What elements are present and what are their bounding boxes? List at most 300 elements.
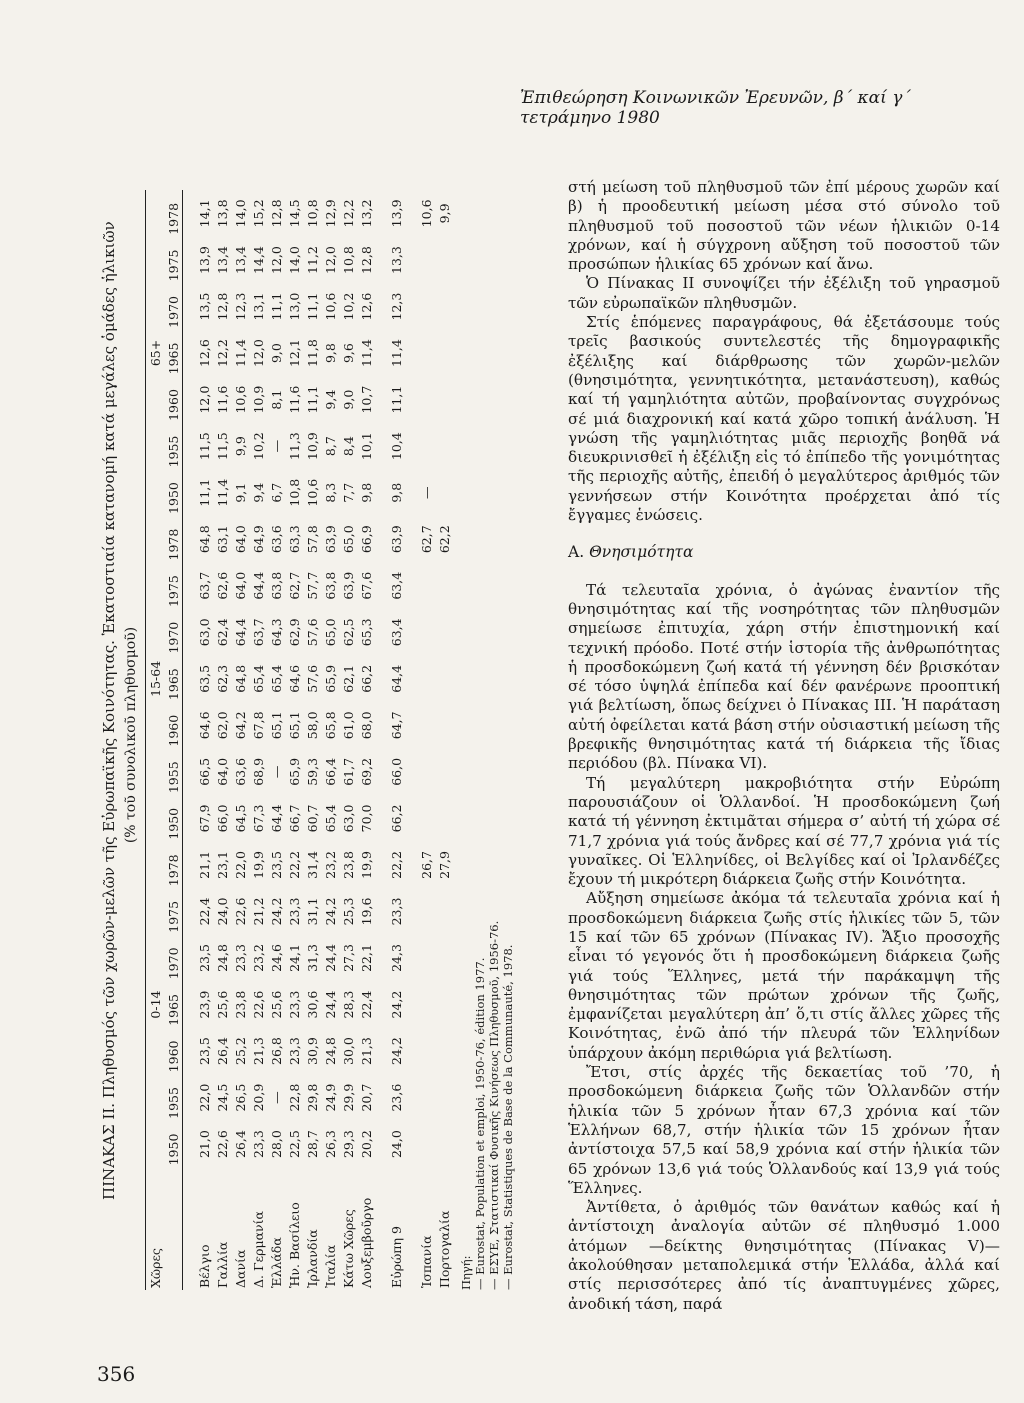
value-cell bbox=[435, 795, 453, 842]
value-cell: 65,9 bbox=[322, 664, 338, 693]
value-cell: 12,0 bbox=[322, 246, 338, 274]
value-cell: 26,4 bbox=[214, 1037, 230, 1065]
value-cell: 26,5 bbox=[232, 1083, 248, 1112]
value-cell: 23,6 bbox=[388, 1083, 404, 1112]
value-cell: 15,2 bbox=[250, 199, 266, 228]
value-cell bbox=[417, 423, 435, 470]
value-cell: 64,9 bbox=[250, 525, 266, 554]
country-cell: Πορτογαλία bbox=[436, 1210, 452, 1288]
value-cell: 9,9 bbox=[436, 203, 452, 224]
paragraph: Αὔξηση σημείωσε ἀκόμα τά τελευταῖα χρόνια καί ἡ προσδοκώμενη διάρκεια ζωῆς στίς ἡλικίες τῶν 5, τῶν 15 καί τῶν 65 χρόνων (Πίνακας IV). Ἄξιο προσοχῆς εἶναι τό γεγονός ὅτι ἡ προσδοκώμενη διάρκεια ζωῆς γιά τούς Ἕλληνες, μετά τήν παράκαμψη τῆς θνησιμότητας τῶν πρώτων χρόνων τῆς ζωῆς, ἐμφανίζεται μεγαλύτερη ἀπ’ ὅ,τι στίς ἄλλες χῶρες τῆς Κοινότητας, ἐνῶ ἀπό τήν πλευρά τῶν Ἑλληνίδων ὑπάρχουν ἀκόμη περιθώρια γιά βελτίωση. bbox=[568, 889, 1000, 1062]
value-cell: 64,4 bbox=[388, 664, 404, 693]
table-row bbox=[213, 190, 231, 1290]
value-cell: 13,4 bbox=[232, 246, 248, 274]
value-cell bbox=[417, 237, 435, 284]
source-line: — Eurostat, Population et emploi, 1950-76, édition 1977. bbox=[473, 957, 487, 1290]
value-cell: 24,5 bbox=[214, 1083, 230, 1112]
value-cell: 10,8 bbox=[340, 246, 356, 274]
value-cell: 21,1 bbox=[196, 851, 212, 879]
value-cell: 63,9 bbox=[322, 525, 338, 554]
value-cell: 67,6 bbox=[358, 571, 374, 600]
value-cell: 12,9 bbox=[322, 199, 338, 228]
value-cell: 23,3 bbox=[286, 897, 302, 926]
value-cell: 63,0 bbox=[340, 804, 356, 833]
value-cell: 9,8 bbox=[358, 482, 374, 503]
value-cell: 12,8 bbox=[358, 246, 374, 274]
year-header: 1950 bbox=[164, 795, 183, 842]
value-cell: 22,1 bbox=[358, 944, 374, 972]
value-cell: 8,1 bbox=[268, 389, 284, 410]
value-cell: 12,8 bbox=[268, 199, 284, 228]
value-cell: 65,0 bbox=[322, 618, 338, 647]
value-cell: 11,1 bbox=[388, 385, 404, 414]
value-cell: 64,6 bbox=[196, 711, 212, 740]
value-cell: 68,9 bbox=[250, 757, 266, 786]
paragraph: Τή μεγαλύτερη μακροβιότητα στήν Εὐρώπη παρουσιάζουν οἱ Ὁλλανδοί. Ἡ προσδοκώμενη ζωή κατά τή γέννηση ἐκτιμᾶται σήμερα σ’ αὐτή τή χώρα σέ 71,7 χρόνια γιά τούς ἄνδρες καί σέ 77,7 χρόνια γιά τίς γυναῖκες. Οἱ Ἑλληνίδες, οἱ Βελγίδες καί οἱ Ἰρλανδέζες ἔχουν τή μικρότερη διάρκεια ζωῆς στήν Κοινότητα. bbox=[568, 773, 1000, 889]
value-cell: — bbox=[268, 439, 284, 453]
value-cell: 8,7 bbox=[322, 436, 338, 457]
value-cell: 65,9 bbox=[286, 757, 302, 786]
value-cell: 30,9 bbox=[304, 1037, 320, 1065]
section-heading bbox=[568, 543, 1000, 562]
value-cell: 24,2 bbox=[322, 897, 338, 926]
value-cell: 23,5 bbox=[196, 944, 212, 972]
column-header-country: Χῶρες bbox=[146, 1167, 165, 1290]
value-cell: 61,7 bbox=[340, 757, 356, 786]
value-cell: 29,8 bbox=[304, 1083, 320, 1112]
source-line: — Eurostat, Statistiques de Base de la Communauté, 1978. bbox=[501, 944, 515, 1290]
value-cell bbox=[435, 1121, 453, 1168]
value-cell: 66,5 bbox=[196, 757, 212, 786]
value-cell: 65,8 bbox=[322, 711, 338, 740]
value-cell: 27,3 bbox=[340, 944, 356, 972]
value-cell: 68,0 bbox=[358, 711, 374, 740]
year-header: 1970 bbox=[164, 935, 183, 982]
value-cell: 64,4 bbox=[232, 618, 248, 647]
year-header: 1978 bbox=[164, 516, 183, 563]
year-header: 1955 bbox=[164, 423, 183, 470]
table-row bbox=[357, 190, 375, 1290]
value-cell: — bbox=[418, 486, 434, 499]
country-cell: Ἡν. Βασίλειο bbox=[286, 1202, 302, 1288]
value-cell: 26,4 bbox=[232, 1130, 248, 1159]
value-cell: 11,6 bbox=[286, 385, 302, 414]
value-cell: 69,2 bbox=[358, 757, 374, 786]
value-cell: 19,9 bbox=[358, 851, 374, 879]
value-cell: 11,2 bbox=[304, 246, 320, 274]
source-line: — ΕΣΥΕ, Στατιστικαί Φυσικῆς Κινήσεως Πληθυσμοῦ, 1956-76. bbox=[487, 920, 501, 1290]
value-cell: 13,0 bbox=[286, 292, 302, 321]
value-cell: 28,3 bbox=[340, 990, 356, 1019]
table-row bbox=[303, 190, 321, 1290]
value-cell: 24,4 bbox=[322, 944, 338, 972]
value-cell bbox=[417, 702, 435, 749]
group-header-65-plus: 65+ bbox=[146, 190, 165, 516]
year-header: 1955 bbox=[164, 749, 183, 796]
country-cell: Βέλγιο bbox=[196, 1244, 212, 1288]
value-cell: 12,0 bbox=[268, 246, 284, 274]
value-cell: 13,9 bbox=[196, 246, 212, 274]
value-cell bbox=[435, 702, 453, 749]
value-cell bbox=[435, 469, 453, 516]
table-ii bbox=[100, 180, 515, 1290]
value-cell bbox=[435, 330, 453, 377]
value-cell: 11,4 bbox=[358, 339, 374, 368]
year-header: 1975 bbox=[164, 237, 183, 284]
table-row bbox=[339, 190, 357, 1290]
value-cell: 20,9 bbox=[250, 1083, 266, 1112]
country-cell: Λουξεμβοῦργο bbox=[358, 1197, 374, 1288]
value-cell: 14,0 bbox=[286, 246, 302, 274]
value-cell: 28,0 bbox=[268, 1130, 284, 1159]
value-cell: 23,8 bbox=[340, 851, 356, 879]
value-cell: 10,9 bbox=[304, 432, 320, 461]
value-cell: 10,6 bbox=[304, 478, 320, 507]
value-cell: 21,3 bbox=[250, 1037, 266, 1065]
country-cell: Ἰταλία bbox=[322, 1244, 338, 1288]
country-cell: Εὐρώπη 9 bbox=[388, 1226, 404, 1288]
year-header: 1960 bbox=[164, 702, 183, 749]
value-cell bbox=[435, 283, 453, 330]
value-cell: 11,3 bbox=[286, 432, 302, 461]
value-cell: 10,6 bbox=[418, 199, 434, 228]
value-cell: 14,1 bbox=[196, 199, 212, 228]
value-cell: 60,7 bbox=[304, 804, 320, 833]
paragraph: Ὁ Πίνακας ΙΙ συνοψίζει τήν ἐξέλιξη τοῦ γηρασμοῦ τῶν εὐρωπαϊκῶν πληθυσμῶν. bbox=[568, 274, 1000, 312]
value-cell: 13,2 bbox=[358, 199, 374, 228]
section-letter: Α. bbox=[568, 543, 585, 562]
value-cell: 64,5 bbox=[232, 804, 248, 833]
year-header: 1950 bbox=[164, 1121, 183, 1168]
value-cell: 11,1 bbox=[196, 478, 212, 507]
value-cell bbox=[417, 562, 435, 609]
value-cell: 22,2 bbox=[286, 851, 302, 879]
value-cell bbox=[417, 981, 435, 1028]
population-table bbox=[145, 190, 453, 1290]
group-header-0-14: 0-14 bbox=[146, 842, 165, 1168]
value-cell: 9,4 bbox=[322, 389, 338, 410]
value-cell: — bbox=[268, 1091, 284, 1104]
value-cell: 64,0 bbox=[232, 571, 248, 600]
year-header: 1960 bbox=[164, 376, 183, 423]
value-cell: 63,7 bbox=[196, 571, 212, 600]
value-cell: 13,4 bbox=[214, 246, 230, 274]
value-cell: 62,3 bbox=[214, 664, 230, 693]
value-cell: 13,3 bbox=[388, 246, 404, 274]
value-cell: 65,4 bbox=[250, 664, 266, 693]
value-cell: 10,8 bbox=[304, 199, 320, 228]
value-cell: 67,3 bbox=[250, 804, 266, 833]
value-cell: 21,2 bbox=[250, 897, 266, 926]
value-cell: 63,6 bbox=[232, 757, 248, 786]
value-cell: 62,4 bbox=[214, 618, 230, 647]
value-cell: 6,7 bbox=[268, 482, 284, 503]
value-cell: 23,1 bbox=[214, 851, 230, 879]
value-cell: 20,2 bbox=[358, 1130, 374, 1159]
value-cell: 10,7 bbox=[358, 385, 374, 414]
value-cell: 12,2 bbox=[214, 339, 230, 368]
value-cell: 9,4 bbox=[250, 482, 266, 503]
value-cell: 62,0 bbox=[214, 711, 230, 740]
value-cell: 22,6 bbox=[250, 990, 266, 1019]
table-row bbox=[321, 190, 339, 1290]
value-cell: 63,8 bbox=[322, 571, 338, 600]
year-header: 1960 bbox=[164, 1028, 183, 1075]
value-cell: 9,9 bbox=[232, 436, 248, 457]
value-cell: 65,1 bbox=[286, 711, 302, 740]
value-cell: 57,7 bbox=[304, 571, 320, 600]
row-spacer bbox=[375, 190, 387, 1290]
value-cell: 11,6 bbox=[214, 385, 230, 414]
value-cell: 63,8 bbox=[268, 571, 284, 600]
year-header: 1950 bbox=[164, 469, 183, 516]
value-cell: 10,2 bbox=[340, 292, 356, 321]
value-cell: 67,8 bbox=[250, 711, 266, 740]
page-number: 356 bbox=[97, 1362, 136, 1386]
value-cell: 23,3 bbox=[250, 1130, 266, 1159]
value-cell bbox=[435, 981, 453, 1028]
section-title: Θνησιμότητα bbox=[589, 543, 694, 562]
value-cell: 11,8 bbox=[304, 339, 320, 368]
value-cell: 12,1 bbox=[286, 339, 302, 368]
value-cell: 62,6 bbox=[214, 571, 230, 600]
value-cell: 11,4 bbox=[214, 478, 230, 507]
value-cell: 66,2 bbox=[388, 804, 404, 833]
value-cell: 11,5 bbox=[214, 432, 230, 461]
value-cell: 10,8 bbox=[286, 478, 302, 507]
value-cell: 10,6 bbox=[232, 385, 248, 414]
value-cell: 63,5 bbox=[196, 664, 212, 693]
value-cell bbox=[435, 935, 453, 982]
value-cell: 14,4 bbox=[250, 246, 266, 274]
value-cell: 63,9 bbox=[388, 525, 404, 554]
value-cell: 24,0 bbox=[214, 897, 230, 926]
year-header: 1955 bbox=[164, 1074, 183, 1121]
value-cell: 65,4 bbox=[268, 664, 284, 693]
year-header: 1965 bbox=[164, 330, 183, 377]
value-cell bbox=[435, 609, 453, 656]
value-cell: 24,2 bbox=[388, 990, 404, 1019]
value-cell: 11,1 bbox=[268, 292, 284, 321]
value-cell: 11,1 bbox=[304, 292, 320, 321]
value-cell: 12,6 bbox=[196, 339, 212, 368]
value-cell: 24,2 bbox=[388, 1037, 404, 1065]
value-cell: 8,3 bbox=[322, 482, 338, 503]
value-cell: 11,4 bbox=[232, 339, 248, 368]
value-cell: 22,4 bbox=[358, 990, 374, 1019]
value-cell: 67,9 bbox=[196, 804, 212, 833]
value-cell: 31,1 bbox=[304, 897, 320, 926]
value-cell: 63,0 bbox=[196, 618, 212, 647]
paragraph: Ἔτσι, στίς ἀρχές τῆς δεκαετίας τοῦ ’70, ἡ προσδοκώμενη διάρκεια ζωῆς τῶν Ὁλλανδῶν στήν ἡλικία τῶν 5 χρόνων ἦταν 67,3 χρόνια καί τῶν Ἑλλήνων 68,7, στήν ἡλικία τῶν 15 χρόνων ἦταν ἀντίστοιχα 57,5 καί 58,9 χρόνια καί στήν ἡλικία τῶν 65 χρόνων 13,6 γιά τούς Ὁλλανδούς καί 13,9 γιά τούς Ἕλληνες. bbox=[568, 1063, 1000, 1197]
value-cell: 12,2 bbox=[340, 199, 356, 228]
value-cell: 14,0 bbox=[232, 199, 248, 228]
value-cell: 31,4 bbox=[304, 851, 320, 879]
value-cell: 24,0 bbox=[388, 1130, 404, 1159]
value-cell: 62,7 bbox=[286, 571, 302, 600]
value-cell bbox=[417, 330, 435, 377]
value-cell: 66,4 bbox=[322, 757, 338, 786]
table-caption: ΠΙΝΑΚΑΣ ΙΙ. Πληθυσμός τῶν χωρῶν-μελῶν τῆς Εὐρωπαϊκῆς Κοινότητας. Ἑκατοστιαία κατανομή κατά μεγάλες ὁμάδες ἡλικιῶν bbox=[100, 221, 118, 1200]
value-cell: 63,6 bbox=[268, 525, 284, 554]
value-cell: 64,0 bbox=[214, 757, 230, 786]
value-cell: 66,9 bbox=[358, 525, 374, 554]
value-cell: 63,7 bbox=[250, 618, 266, 647]
value-cell: 11,4 bbox=[388, 339, 404, 368]
value-cell: 24,8 bbox=[322, 1037, 338, 1065]
value-cell bbox=[435, 376, 453, 423]
paragraph: Στίς ἑπόμενες παραγράφους, θά ἐξετάσουμε τούς τρεῖς βασικούς συντελεστές τῆς δημογραφικῆς ἐξέλιξης καί διάρθρωσης τῶν χωρῶν-μελῶν (θνησιμότητα, γεννητικότητα, μετανάστευση), καθώς καί τή γαμηλιότητα αὐτῶν, προβαίνοντας συγχρόνως σέ μιά διαχρονική καί κατά χῶρο τοπική ἀνάλυση. Ἡ γνώση τῆς γαμηλιότητας μιᾶς περιοχῆς βοηθᾶ νά διευκρινισθεῖ ἡ ἐξέλιξη εἰς τό ἐπίπεδο τῆς γονιμότητας τῆς περιοχῆς αὐτῆς, ἐπειδή ὁ μεγαλύτερος ἀριθμός τῶν γεννήσεων στήν Κοινότητα προέρχεται ἀπό τίς ἔγγαμες ἑνώσεις. bbox=[568, 313, 1000, 525]
value-cell: 27,9 bbox=[436, 851, 452, 879]
value-cell: 23,5 bbox=[196, 1037, 212, 1065]
value-cell: 66,7 bbox=[286, 804, 302, 833]
country-cell: Γαλλία bbox=[214, 1241, 230, 1288]
value-cell: 30,6 bbox=[304, 990, 320, 1019]
value-cell bbox=[417, 1028, 435, 1075]
paragraph: Ἀντίθετα, ὁ ἀριθμός τῶν θανάτων καθώς καί ἡ ἀντίστοιχη ἀναλογία αὐτῶν σέ πληθυσμό 1.000 ἀτόμων —δείκτης θνησιμότητας (Πίνακας V)— ἀκολούθησαν μεταπολεμικά στήν Ἑλλάδα, ἀλλά καί στίς περισσότερες ἀπό τίς ἀναπτυγμένες χῶρες, ἀνοδική τάση, παρά bbox=[568, 1198, 1000, 1313]
value-cell: 61,0 bbox=[340, 711, 356, 740]
value-cell: 20,7 bbox=[358, 1083, 374, 1112]
value-cell: 24,4 bbox=[322, 990, 338, 1019]
value-cell: 23,3 bbox=[232, 944, 248, 972]
table-sources bbox=[459, 180, 515, 1290]
year-header: 1965 bbox=[164, 656, 183, 703]
table-row bbox=[387, 190, 405, 1290]
value-cell bbox=[435, 1074, 453, 1121]
year-header: 1970 bbox=[164, 609, 183, 656]
value-cell bbox=[417, 283, 435, 330]
country-cell: Ἱσπανία bbox=[418, 1235, 434, 1288]
value-cell: 9,8 bbox=[322, 343, 338, 364]
value-cell: 23,5 bbox=[268, 851, 284, 879]
value-cell: 12,3 bbox=[232, 292, 248, 321]
value-cell: 63,1 bbox=[214, 525, 230, 554]
value-cell: 64,8 bbox=[196, 525, 212, 554]
value-cell: 24,3 bbox=[388, 944, 404, 972]
value-cell: 12,0 bbox=[250, 339, 266, 368]
country-cell: Κάτω Χῶρες bbox=[340, 1209, 356, 1288]
value-cell: 62,7 bbox=[418, 525, 434, 554]
value-cell: 66,0 bbox=[388, 757, 404, 786]
value-cell: 58,0 bbox=[304, 711, 320, 740]
value-cell: 10,9 bbox=[250, 385, 266, 414]
value-cell: 22,5 bbox=[286, 1130, 302, 1159]
value-cell: 23,3 bbox=[388, 897, 404, 926]
value-cell: 62,9 bbox=[286, 618, 302, 647]
value-cell: 22,8 bbox=[286, 1083, 302, 1112]
value-cell bbox=[417, 1121, 435, 1168]
value-cell: — bbox=[268, 765, 284, 779]
year-header: 1965 bbox=[164, 981, 183, 1028]
year-header: 1975 bbox=[164, 888, 183, 935]
value-cell: 11,5 bbox=[196, 432, 212, 461]
value-cell: 7,7 bbox=[340, 482, 356, 503]
value-cell: 24,6 bbox=[268, 944, 284, 972]
value-cell bbox=[435, 888, 453, 935]
value-cell bbox=[435, 562, 453, 609]
value-cell: 22,6 bbox=[214, 1130, 230, 1159]
value-cell: 62,1 bbox=[340, 664, 356, 693]
value-cell bbox=[417, 1074, 435, 1121]
country-cell: Ἑλλάδα bbox=[268, 1237, 284, 1288]
value-cell: 25,2 bbox=[232, 1037, 248, 1065]
table-row bbox=[249, 190, 267, 1290]
value-cell: 26,3 bbox=[322, 1130, 338, 1159]
row-spacer bbox=[183, 190, 196, 1290]
value-cell: 22,6 bbox=[232, 897, 248, 926]
table-row bbox=[285, 190, 303, 1290]
value-cell: 57,8 bbox=[304, 525, 320, 554]
value-cell: 10,4 bbox=[388, 432, 404, 461]
article-body bbox=[568, 178, 1000, 1314]
table-row bbox=[435, 190, 453, 1290]
value-cell: 13,8 bbox=[214, 199, 230, 228]
value-cell: 25,6 bbox=[268, 990, 284, 1019]
value-cell bbox=[435, 656, 453, 703]
value-cell: 11,1 bbox=[304, 385, 320, 414]
value-cell bbox=[417, 888, 435, 935]
value-cell: 8,4 bbox=[340, 436, 356, 457]
value-cell: 28,7 bbox=[304, 1130, 320, 1159]
value-cell: 23,8 bbox=[232, 990, 248, 1019]
value-cell: 29,9 bbox=[340, 1083, 356, 1112]
country-cell: Δ. Γερμανία bbox=[250, 1211, 266, 1288]
value-cell: 64,4 bbox=[250, 571, 266, 600]
value-cell: 64,7 bbox=[388, 711, 404, 740]
value-cell: 64,3 bbox=[268, 618, 284, 647]
table-row bbox=[195, 190, 213, 1290]
value-cell: 57,6 bbox=[304, 618, 320, 647]
value-cell: 64,0 bbox=[232, 525, 248, 554]
value-cell: 64,8 bbox=[232, 664, 248, 693]
value-cell: 19,6 bbox=[358, 897, 374, 926]
value-cell: 26,8 bbox=[268, 1037, 284, 1065]
year-header-blank bbox=[164, 1167, 183, 1290]
value-cell: 24,8 bbox=[214, 944, 230, 972]
value-cell bbox=[417, 656, 435, 703]
value-cell: 24,9 bbox=[322, 1083, 338, 1112]
value-cell: 63,4 bbox=[388, 571, 404, 600]
value-cell: 26,7 bbox=[418, 851, 434, 879]
row-spacer bbox=[405, 190, 417, 1290]
value-cell: 9,0 bbox=[340, 389, 356, 410]
value-cell: 65,3 bbox=[358, 618, 374, 647]
value-cell: 23,3 bbox=[286, 990, 302, 1019]
value-cell: 63,3 bbox=[286, 525, 302, 554]
value-cell: 21,0 bbox=[196, 1130, 212, 1159]
value-cell: 9,0 bbox=[268, 343, 284, 364]
value-cell: 10,1 bbox=[358, 432, 374, 461]
country-cell: Ἰρλανδία bbox=[304, 1229, 320, 1288]
value-cell: 24,1 bbox=[286, 944, 302, 972]
value-cell: 22,0 bbox=[196, 1083, 212, 1112]
value-cell: 23,3 bbox=[286, 1037, 302, 1065]
value-cell: 12,0 bbox=[196, 385, 212, 414]
value-cell: 65,1 bbox=[268, 711, 284, 740]
table-row bbox=[231, 190, 249, 1290]
sources-label: Πηγή: bbox=[459, 1255, 473, 1290]
value-cell: 70,0 bbox=[358, 804, 374, 833]
year-header: 1970 bbox=[164, 283, 183, 330]
value-cell: 66,2 bbox=[358, 664, 374, 693]
year-header: 1975 bbox=[164, 562, 183, 609]
year-header: 1978 bbox=[164, 190, 183, 237]
value-cell: 25,3 bbox=[340, 897, 356, 926]
table-subcaption: (% τοῦ συνολικοῦ πληθυσμοῦ) bbox=[123, 626, 139, 844]
value-cell: 64,4 bbox=[268, 804, 284, 833]
value-cell: 22,0 bbox=[232, 851, 248, 879]
value-cell bbox=[417, 795, 435, 842]
